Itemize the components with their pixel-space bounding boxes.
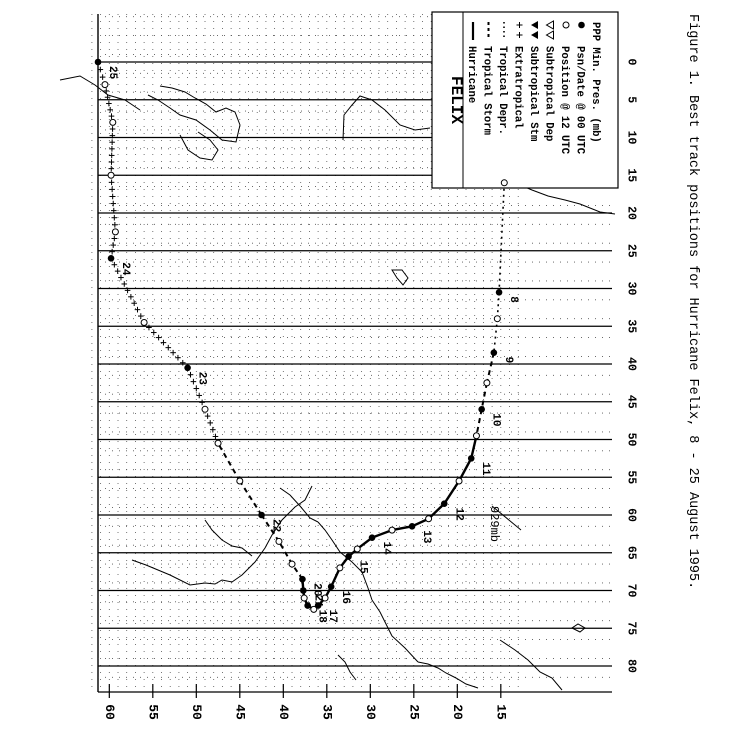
date-label: 13: [420, 530, 433, 544]
minimum-pressure-label: [487, 506, 521, 542]
position-12utc-marker: [389, 527, 395, 533]
date-label: 21: [311, 594, 324, 608]
longitude-label: 20: [624, 206, 638, 220]
position-00utc-marker: [369, 534, 376, 541]
longitude-label: 70: [624, 583, 638, 598]
longitude-label: 35: [624, 319, 638, 334]
position-00utc-marker: [441, 500, 448, 507]
coast-scandinavia: [60, 76, 140, 110]
position-12utc-marker: [110, 119, 116, 125]
latitude-label: 30: [362, 704, 378, 720]
date-label: 16: [339, 590, 352, 604]
legend-symbol-12utc: [563, 22, 569, 28]
latitude-labels: [102, 704, 509, 720]
longitude-label: 60: [624, 508, 638, 522]
position-12utc-marker: [237, 478, 243, 484]
legend-item: [589, 22, 601, 143]
longitude-label: 80: [624, 659, 638, 673]
longitude-label: 0: [624, 58, 638, 66]
position-12utc-marker: [215, 440, 221, 446]
position-12utc-marker: [108, 172, 114, 178]
track-segment: [476, 409, 481, 435]
legend-label: PPP Min. Pres. (mb): [589, 22, 601, 143]
position-00utc-marker: [299, 576, 306, 583]
longitude-label: 45: [624, 394, 638, 409]
legend: [432, 12, 618, 188]
longitude-label: 5: [624, 96, 638, 104]
latitude-label: 55: [145, 704, 161, 720]
legend-label: Hurricane: [465, 46, 477, 104]
track-segment: [482, 383, 487, 409]
legend-title: FELIX: [447, 75, 465, 125]
longitude-label: 10: [624, 130, 638, 145]
position-12utc-marker: [484, 380, 490, 386]
position-12utc-marker: [141, 319, 147, 325]
date-label: 8: [507, 296, 520, 303]
longitude-label: 75: [624, 621, 638, 636]
position-00utc-marker: [300, 587, 307, 594]
track-segment: [494, 319, 497, 353]
longitude-label: 15: [624, 168, 638, 183]
pressure-label: 929mb: [487, 506, 501, 543]
position-00utc-marker: [95, 59, 102, 66]
position-12utc-marker: [456, 478, 462, 484]
date-label: 20: [310, 583, 323, 597]
track-segment: [240, 481, 262, 515]
legend-symbol-00utc: [578, 22, 585, 29]
position-00utc-marker: [108, 255, 115, 262]
date-label: 17: [326, 609, 339, 623]
position-00utc-marker: [468, 455, 475, 462]
track-segment: [487, 353, 494, 383]
coast-greenland: [132, 486, 312, 585]
position-00utc-marker: [184, 364, 191, 371]
position-00utc-marker: [491, 349, 498, 356]
latitude-label: 50: [188, 704, 204, 720]
figure-caption: Figure 1. Best track positions for Hurricane Felix, 8 - 25 August 1995.: [685, 14, 700, 590]
latitude-label: 45: [232, 704, 248, 720]
latitude-label: 60: [101, 704, 117, 720]
position-12utc-marker: [501, 180, 507, 186]
position-00utc-marker: [409, 523, 416, 530]
legend-label: Extratropical: [511, 46, 524, 129]
legend-label: Psn/Date @ 00 UTC: [573, 46, 586, 155]
date-label: 15: [356, 560, 369, 574]
latitude-label: 20: [449, 704, 465, 720]
position-00utc-marker: [304, 602, 311, 609]
legend-label: Tropical Storm: [480, 46, 493, 136]
latitude-label: 15: [493, 704, 509, 720]
position-12utc-marker: [289, 561, 295, 567]
date-label: 9: [501, 356, 514, 364]
coast-ireland: [180, 132, 218, 160]
date-label: 22: [269, 519, 282, 533]
longitude-labels: [625, 59, 638, 673]
position-00utc-marker: [345, 553, 352, 560]
longitude-label: 30: [624, 281, 638, 296]
latitude-label: 35: [319, 704, 335, 720]
position-00utc-marker: [258, 512, 265, 519]
coast-iberia: [343, 96, 430, 140]
position-00utc-marker: [496, 289, 503, 296]
axis-ticks: [109, 684, 501, 698]
position-00utc-marker: [478, 406, 485, 413]
track-segment: [497, 292, 499, 318]
date-label: 14: [380, 541, 393, 555]
date-label: 10: [489, 413, 502, 427]
position-12utc-marker: [473, 433, 479, 439]
date-label: 24: [119, 262, 132, 276]
coast-iceland: [392, 270, 408, 285]
legend-label: Tropical Depr.: [496, 46, 508, 136]
date-label: 23: [195, 371, 208, 385]
longitude-label: 65: [624, 545, 638, 560]
track-segment: [218, 443, 240, 481]
position-00utc-marker: [328, 583, 335, 590]
longitude-label: 40: [624, 357, 638, 371]
track-segment: [444, 481, 459, 504]
longitude-label: 55: [624, 470, 638, 485]
longitude-label: 25: [624, 243, 638, 258]
position-12utc-marker: [102, 82, 108, 88]
date-label: 11: [479, 462, 492, 476]
legend-label: Subtropical Stm: [527, 46, 539, 142]
position-12utc-marker: [337, 565, 343, 571]
position-12utc-marker: [112, 229, 118, 235]
longitude-label: 50: [624, 432, 638, 447]
position-12utc-marker: [202, 406, 208, 412]
latitude-label: 25: [406, 704, 422, 720]
position-12utc-marker: [426, 516, 432, 522]
position-12utc-marker: [276, 538, 282, 544]
position-12utc-marker: [354, 546, 360, 552]
track-segment: [499, 183, 504, 292]
position-12utc-marker: [301, 595, 307, 601]
date-label: 18: [315, 609, 328, 623]
position-12utc-marker: [494, 316, 500, 322]
date-label: 25: [106, 66, 118, 80]
latitude-label: 40: [275, 704, 291, 720]
legend-label: Subtropical Dep: [542, 46, 555, 142]
coast-greenland-east: [205, 520, 252, 556]
legend-label: Position @ 12 UTC: [558, 46, 570, 155]
date-label: 12: [452, 507, 465, 521]
